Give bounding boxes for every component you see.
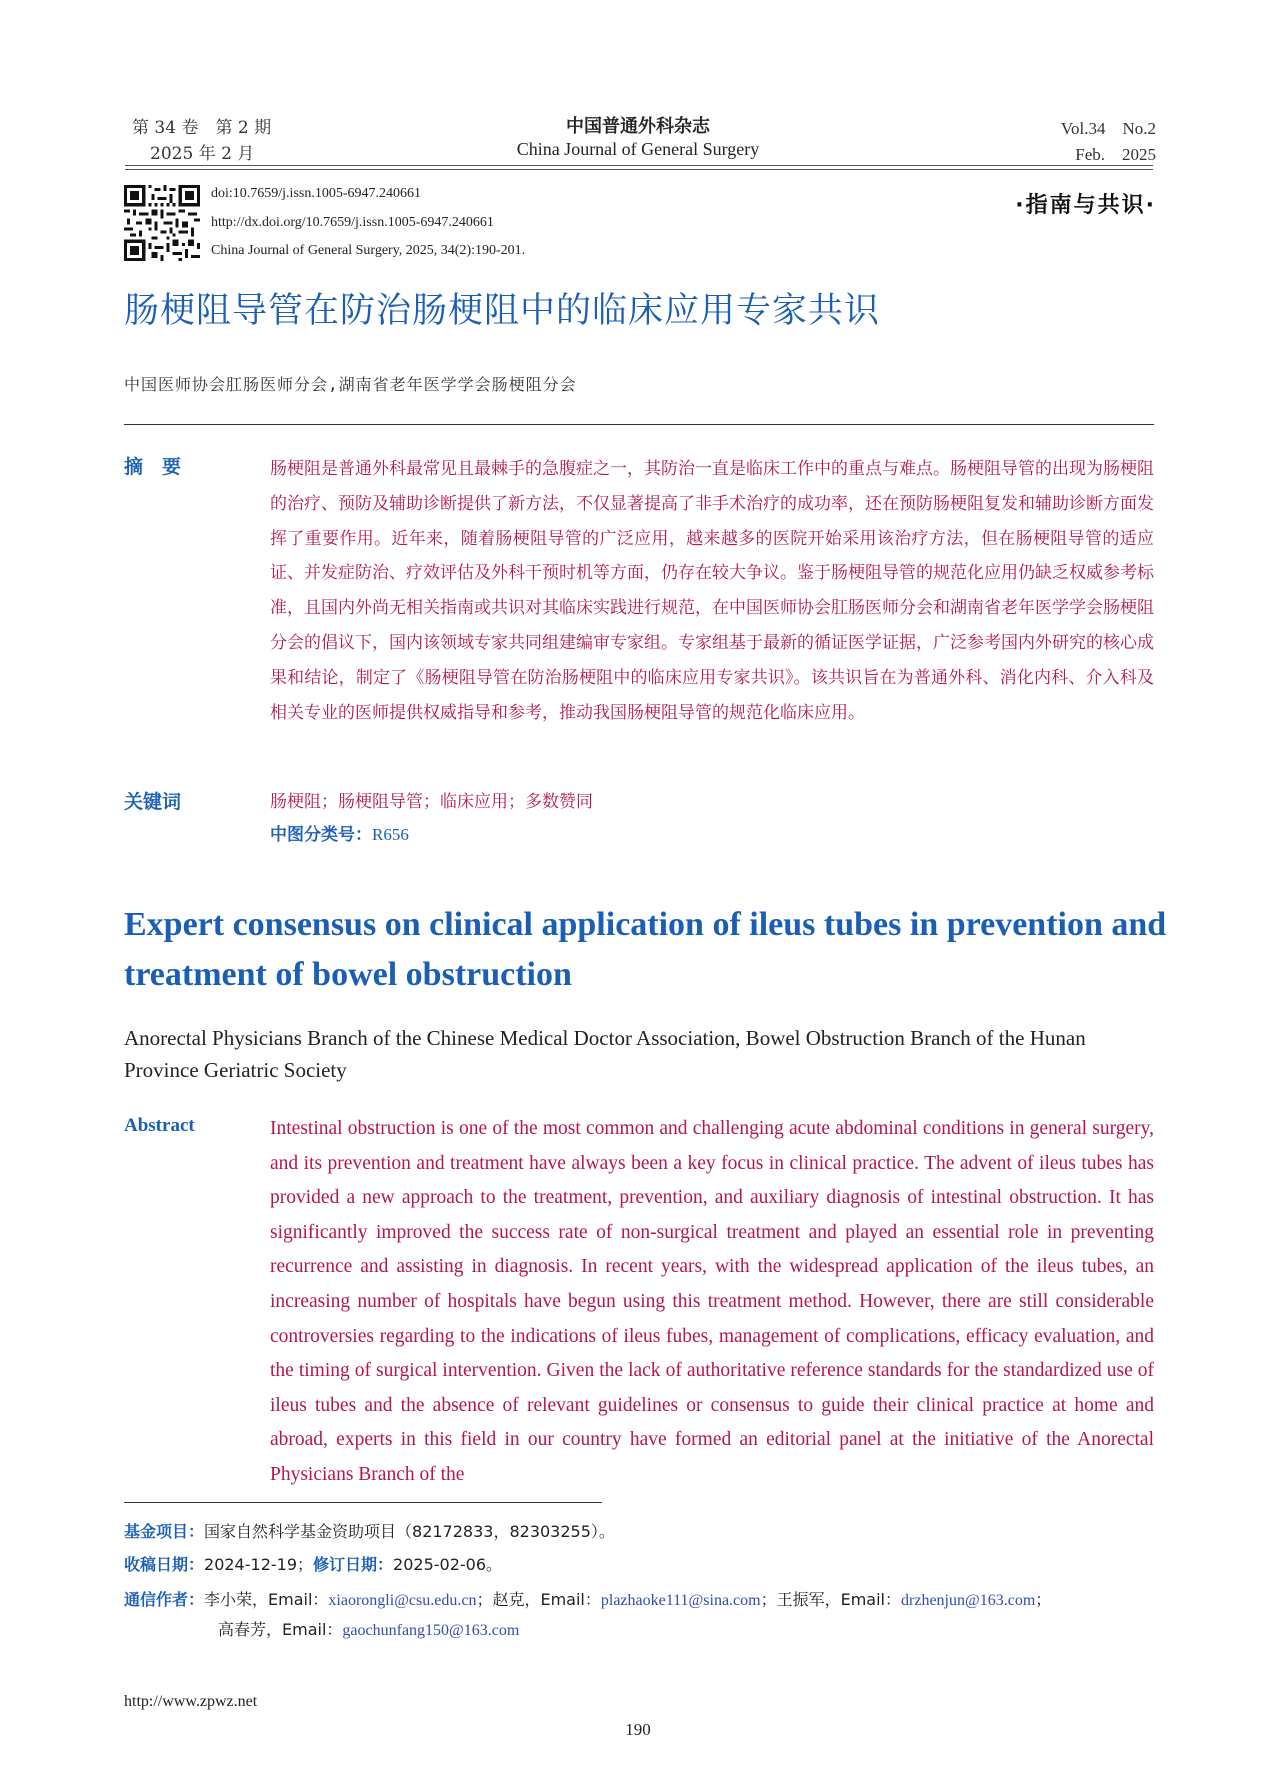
funding-note (124, 1519, 615, 1542)
correspondence-label: 通信作者： (124, 1590, 205, 1609)
keywords-text: 肠梗阻；肠梗阻导管；临床应用；多数赞同 (270, 792, 593, 812)
abstract-cn-label: 摘 要 (124, 456, 182, 478)
abstract-en-label: Abstract (124, 1115, 195, 1136)
title-divider (124, 424, 1154, 425)
received-label: 收稿日期： (124, 1555, 205, 1574)
revised-label: 修订日期： (313, 1555, 394, 1574)
author-3-email-link[interactable]: drzhenjun@163.com (901, 1592, 1036, 1609)
clc-label: 中图分类号： (270, 825, 372, 845)
author-2-email-link[interactable]: plazhaoke111@sina.com (600, 1592, 761, 1609)
section-tag: ·指南与共识· (1015, 193, 1156, 218)
affiliation-cn: 中国医师协会肛肠医师分会,湖南省老年医学学会肠梗阻分会 (124, 375, 577, 394)
doi: doi:10.7659/j.issn.1005-6947.240661 (211, 186, 422, 201)
date-en: Feb. 2025 (1075, 145, 1156, 164)
citation-reference: China Journal of General Surgery, 2025, 34(2):190-201. (211, 243, 526, 258)
qr-code-icon (124, 185, 200, 261)
author-2-sep: ； (760, 1590, 777, 1609)
title-cn: 肠梗阻导管在防治肠梗阻中的临床应用专家共识 (124, 291, 881, 331)
author-1-sep: ； (476, 1590, 493, 1609)
clc-value: R656 (372, 825, 409, 844)
journal-title-en: China Journal of General Surgery (516, 139, 760, 159)
author-3-name: 王振军，Email： (776, 1590, 902, 1609)
author-1-email-link[interactable]: xiaorongli@csu.edu.cn (328, 1592, 477, 1609)
dates-note (124, 1552, 502, 1575)
journal-title-cn: 中国普通外科杂志 (566, 116, 710, 137)
abstract-en-text: Intestinal obstruction is one of the most common and challenging acute abdominal conditions in general surgery, and its prevention and treatment have always been a key focus in clinical practice. The advent of ileus tubes has provided a new approach to the treatment, prevention, and auxiliary diagnosis of intestinal obstruction. It has significantly improved the success rate of non-surgical treatment and played an essential role in preventing recurrence and assisting in diagnosis. In recent years, with the widespread application of the ileus tubes, an increasing number of hospitals have begun using this treatment method. However, there are still considerable controversies regarding to the indications of ileus fubes, management of complications, efficacy evaluation, and the timing of surgical intervention. Given the lack of authoritative reference standards for the standardized use of ileus tubes and the absence of relevant guidelines or consensus to guide their clinical practice at home and abroad, experts in this field in our country have formed an editorial panel at the initiative of the Anorectal Physicians Branch of the (270, 1118, 1154, 1485)
received-value: 2024-12-19； (204, 1555, 314, 1574)
author-4-email-link[interactable]: gaochunfang150@163.com (342, 1622, 520, 1639)
header-rule-top (125, 165, 1153, 166)
footnote-divider (124, 1502, 602, 1503)
page-number: 190 (625, 1720, 651, 1739)
author-4-name: 高春芳，Email： (218, 1620, 343, 1639)
header-rule-bottom (125, 169, 1153, 170)
title-en: Expert consensus on clinical application of ileus tubes in prevention and treatment of bowel obstruction (124, 906, 1167, 993)
author-1-name: 李小荣，Email： (204, 1590, 329, 1609)
clc-number (270, 820, 409, 845)
correspondence-note (124, 1585, 1158, 1645)
journal-website-link[interactable]: http://www.zpwz.net (124, 1693, 258, 1710)
doi-url-link[interactable]: http://dx.doi.org/10.7659/j.issn.1005-6947.240661 (211, 215, 494, 230)
volume-issue-cn: 第 34 卷 第 2 期 (132, 118, 272, 138)
revised-value: 2025-02-06。 (393, 1555, 503, 1574)
abstract-cn-text: 肠梗阻是普通外科最常见且最棘手的急腹症之一，其防治一直是临床工作中的重点与难点。肠梗阻导管的出现为肠梗阻的治疗、预防及辅助诊断提供了新方法，不仅显著提高了非手术治疗的成功率，还在预防肠梗阻复发和辅助诊断方面发挥了重要作用。近年来，随着肠梗阻导管的广泛应用，越来越多的医院开始采用该治疗方法，但在肠梗阻导管的适应证、并发症防治、疗效评估及外科干预时机等方面，仍存在较大争议。鉴于肠梗阻导管的规范化应用仍缺乏权威参考标准，且国内外尚无相关指南或共识对其临床实践进行规范，在中国医师协会肛肠医师分会和湖南省老年医学学会肠梗阻分会的倡议下，国内该领域专家共同组建编审专家组。专家组基于最新的循证医学证据，广泛参考国内外研究的核心成果和结论，制定了《肠梗阻导管在防治肠梗阻中的临床应用专家共识》。该共识旨在为普通外科、消化内科、介入科及相关专业的医师提供权威指导和参考，推动我国肠梗阻导管的规范化临床应用。 (270, 459, 1154, 723)
keywords-label: 关键词 (124, 791, 182, 813)
affiliation-en: Anorectal Physicians Branch of the Chinese Medical Doctor Association, Bowel Obstruction Branch of the Hunan Province Geriatric Society (124, 1026, 1086, 1082)
author-2-name: 赵克，Email： (492, 1590, 601, 1609)
funding-label: 基金项目： (124, 1522, 205, 1541)
volume-issue-en: Vol.34 No.2 (1060, 119, 1156, 138)
author-3-sep: ； (1035, 1590, 1052, 1609)
funding-text: 国家自然科学基金资助项目（82172833，82303255）。 (204, 1522, 615, 1541)
date-cn: 2025 年 2 月 (150, 144, 255, 164)
